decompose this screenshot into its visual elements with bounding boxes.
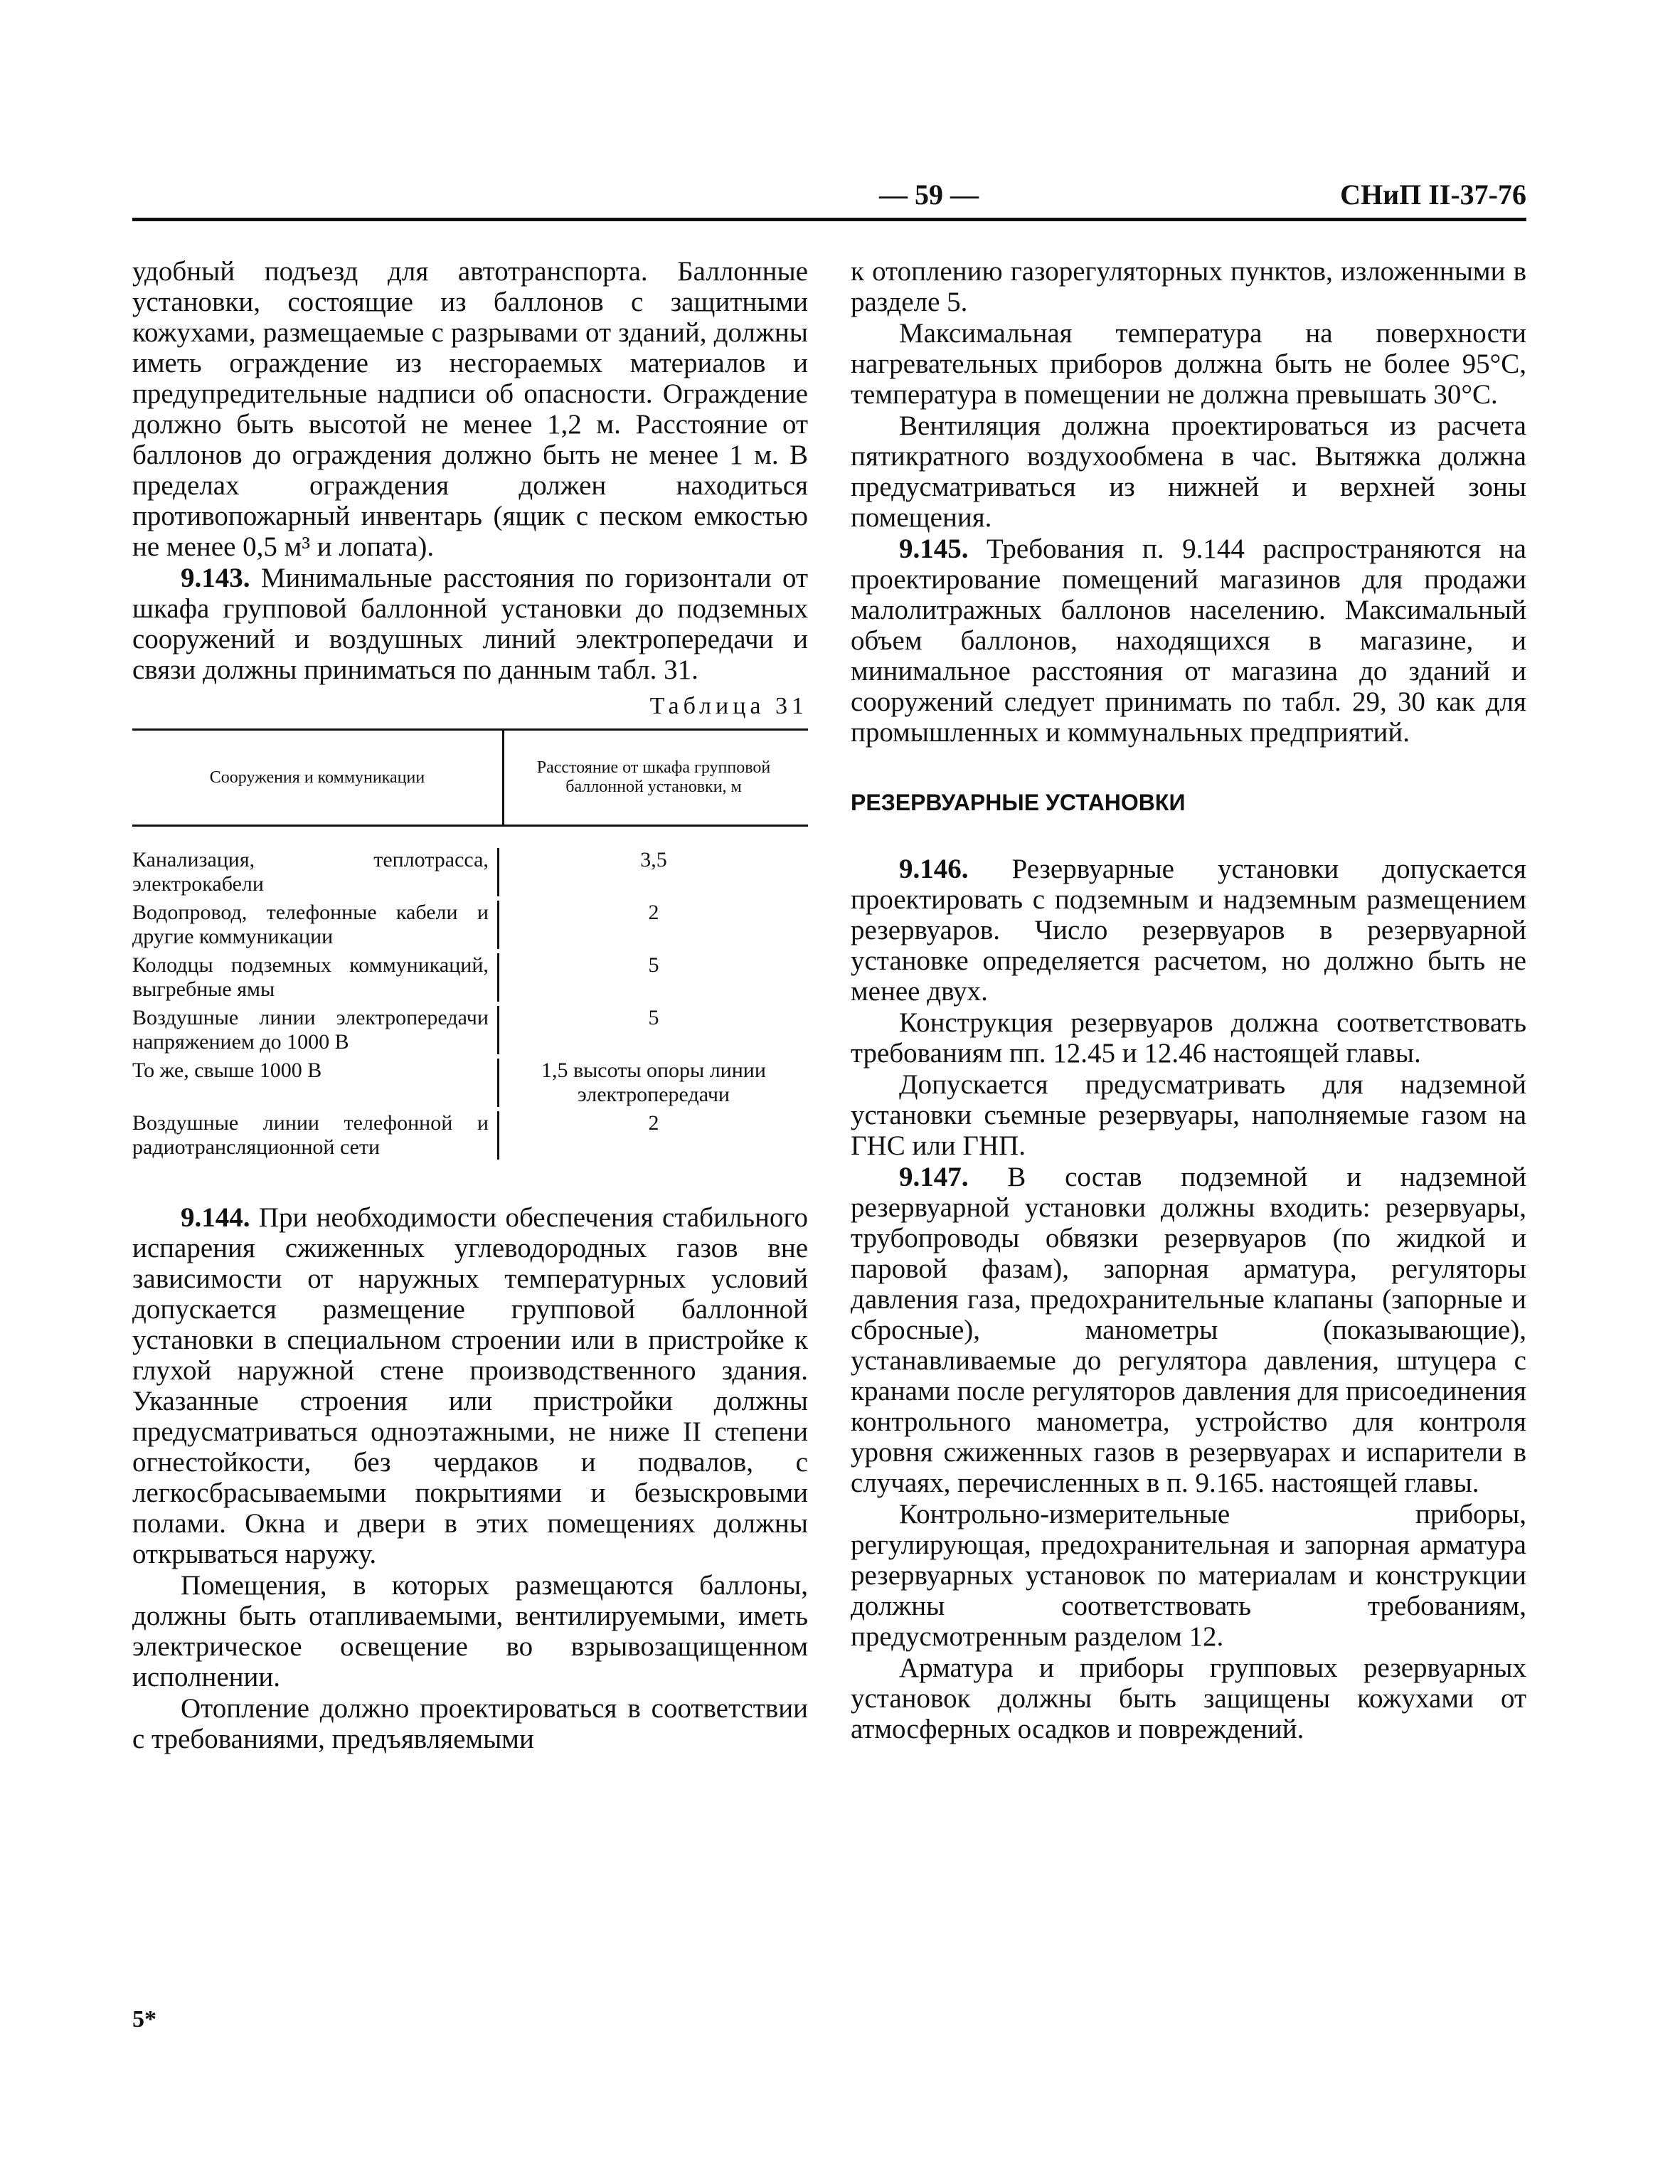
table-body bbox=[132, 827, 808, 1181]
paragraph: к отоплению газорегуляторных пунктов, изложенными в разделе 5. bbox=[851, 256, 1526, 317]
paragraph-9-144 bbox=[132, 1202, 808, 1569]
page-number: — 59 — bbox=[879, 179, 979, 211]
table-cell-value: 3,5 bbox=[497, 848, 808, 896]
table-row bbox=[132, 1059, 808, 1107]
clause-number: 9.143. bbox=[181, 563, 250, 593]
clause-text: Резервуарные установки допускается проектировать с подземным и надземным размещением резервуаров. Число резервуаров в резервуарной установке определяется расчетом, но должно быть не менее двух. bbox=[851, 854, 1526, 1007]
table-cell-value: 1,5 высоты опоры линии электропередачи bbox=[497, 1059, 808, 1107]
table-header-right-text: Расстояние от шкафа групповой баллонной установки, м bbox=[536, 758, 771, 796]
table-cell-name: Воздушные линии телефонной и радиотрансляционной сети bbox=[132, 1111, 489, 1159]
table-row bbox=[132, 1006, 808, 1054]
clause-number: 9.147. bbox=[899, 1162, 969, 1192]
table-cell-name: Воздушные линии электропередачи напряжением до 1000 В bbox=[132, 1006, 489, 1054]
table-cell-value: 5 bbox=[497, 953, 808, 1002]
clause-text: В состав подземной и надземной резервуарной установки должны входить: резервуары, трубопроводы обвязки резервуаров (по жидкой и паровой фазам), запорная арматура, регуляторы давления газа, предохранительные клапаны (запорные и сбросные), манометры (показывающие), устанавливаемые до регулятора давления, штуцера с кранами после регуляторов давления для присоединения контрольного манометра, устройство для контроля уровня сжиженных газов в резервуарах и испарители в случаях, перечисленных в п. 9.165. настоящей главы. bbox=[851, 1162, 1526, 1498]
table-cell-name: Колодцы подземных коммуникаций, выгребные ямы bbox=[132, 953, 489, 1001]
clause-text: Требования п. 9.144 распространяются на проектирование помещений магазинов для продажи малолитражных баллонов населению. Максимальный объем баллонов, находящихся в магазине, и минимальное расстояния от магазина до зданий и сооружений следует принимать по табл. 29, 30 как для промышленных и коммунальных предприятий. bbox=[851, 534, 1526, 748]
table-header-left: Сооружения и коммуникации bbox=[209, 768, 425, 787]
header-rule bbox=[132, 218, 1526, 221]
table-row bbox=[132, 953, 808, 1002]
table-caption: Таблица 31 bbox=[649, 693, 808, 719]
table-cell-value: 2 bbox=[497, 901, 808, 949]
paragraph-9-145 bbox=[851, 534, 1526, 748]
document-code: СНиП II-37-76 bbox=[1340, 179, 1526, 211]
table-header bbox=[132, 731, 808, 827]
right-column bbox=[851, 256, 1526, 1745]
table-31 bbox=[132, 728, 808, 1181]
paragraph: Максимальная температура на поверхности нагревательных приборов должна быть не более 95°С, температура в помещении не должна превышать 30°С. bbox=[851, 318, 1526, 410]
table-row bbox=[132, 848, 808, 896]
section-heading: РЕЗЕРВУАРНЫЕ УСТАНОВКИ bbox=[851, 790, 1186, 815]
paragraph-9-143 bbox=[132, 563, 808, 685]
clause-number: 9.144. bbox=[181, 1202, 250, 1233]
clause-text: При необходимости обеспечения стабильного испарения сжиженных углеводородных газов вне зависимости от наружных температурных условий допускается размещение групповой баллонной установки в специальном строении или в пристройке к глухой наружной стене производственного здания. Указанные строения или пристройки должны предусматриваться одноэтажными, не ниже II степени огнестойкости, без чердаков и подвалов, с легкосбрасываемыми покрытиями и безыскровыми полами. Окна и двери в этих помещениях должны открываться наружу. bbox=[132, 1202, 808, 1569]
table-cell-value: 2 bbox=[497, 1111, 808, 1160]
paragraph: Помещения, в которых размещаются баллоны, должны быть отапливаемыми, вентилируемыми, иметь электрическое освещение во взрывозащищенном исполнении. bbox=[132, 1570, 808, 1692]
table-row bbox=[132, 1111, 808, 1181]
clause-number: 9.145. bbox=[899, 534, 969, 564]
paragraph: Контрольно-измерительные приборы, регулирующая, предохранительная и запорная арматура резервуарных установок по материалам и конструкции должны соответствовать требованиям, предусмотренным разделом 12. bbox=[851, 1499, 1526, 1652]
table-cell-name: То же, свыше 1000 В bbox=[132, 1059, 322, 1082]
paragraph: Конструкция резервуаров должна соответствовать требованиям пп. 12.45 и 12.46 настоящей главы. bbox=[851, 1007, 1526, 1069]
paragraph: удобный подъезд для автотранспорта. Баллонные установки, состоящие из баллонов с защитными кожухами, размещаемые с разрывами от зданий, должны иметь ограждение из несгораемых материалов и предупредительные надписи об опасности. Ограждение должно быть высотой не менее 1,2 м. Расстояние от баллонов до ограждения должно быть не менее 1 м. В пределах ограждения должен находиться противопожарный инвентарь (ящик с песком емкостью не менее 0,5 м³ и лопата). bbox=[132, 256, 808, 562]
table-cell-name: Канализация, теплотрасса, электрокабели bbox=[132, 848, 489, 896]
page-header bbox=[132, 178, 1526, 221]
clause-text: Минимальные расстояния по горизонтали от шкафа групповой баллонной установки до подземных сооружений и воздушных линий электропередачи и связи должны приниматься по данным табл. 31. bbox=[132, 563, 808, 685]
signature-mark: 5* bbox=[132, 2006, 156, 2032]
clause-number: 9.146. bbox=[899, 854, 969, 884]
paragraph: Допускается предусматривать для надземной установки съемные резервуары, наполняемые газом на ГНС или ГНП. bbox=[851, 1069, 1526, 1161]
paragraph-9-147 bbox=[851, 1162, 1526, 1498]
table-row bbox=[132, 901, 808, 949]
paragraph: Отопление должно проектироваться в соответствии с требованиями, предъявляемыми bbox=[132, 1693, 808, 1754]
paragraph-9-146 bbox=[851, 854, 1526, 1007]
paragraph: Арматура и приборы групповых резервуарных установок должны быть защищены кожухами от атмосферных осадков и повреждений. bbox=[851, 1653, 1526, 1744]
paragraph: Вентиляция должна проектироваться из расчета пятикратного воздухообмена в час. Вытяжка должна предусматриваться из нижней и верхней зоны помещения. bbox=[851, 410, 1526, 533]
table-cell-name: Водопровод, телефонные кабели и другие коммуникации bbox=[132, 901, 489, 948]
left-column bbox=[132, 256, 808, 1755]
table-header-right bbox=[502, 731, 803, 825]
table-cell-value: 5 bbox=[497, 1006, 808, 1054]
